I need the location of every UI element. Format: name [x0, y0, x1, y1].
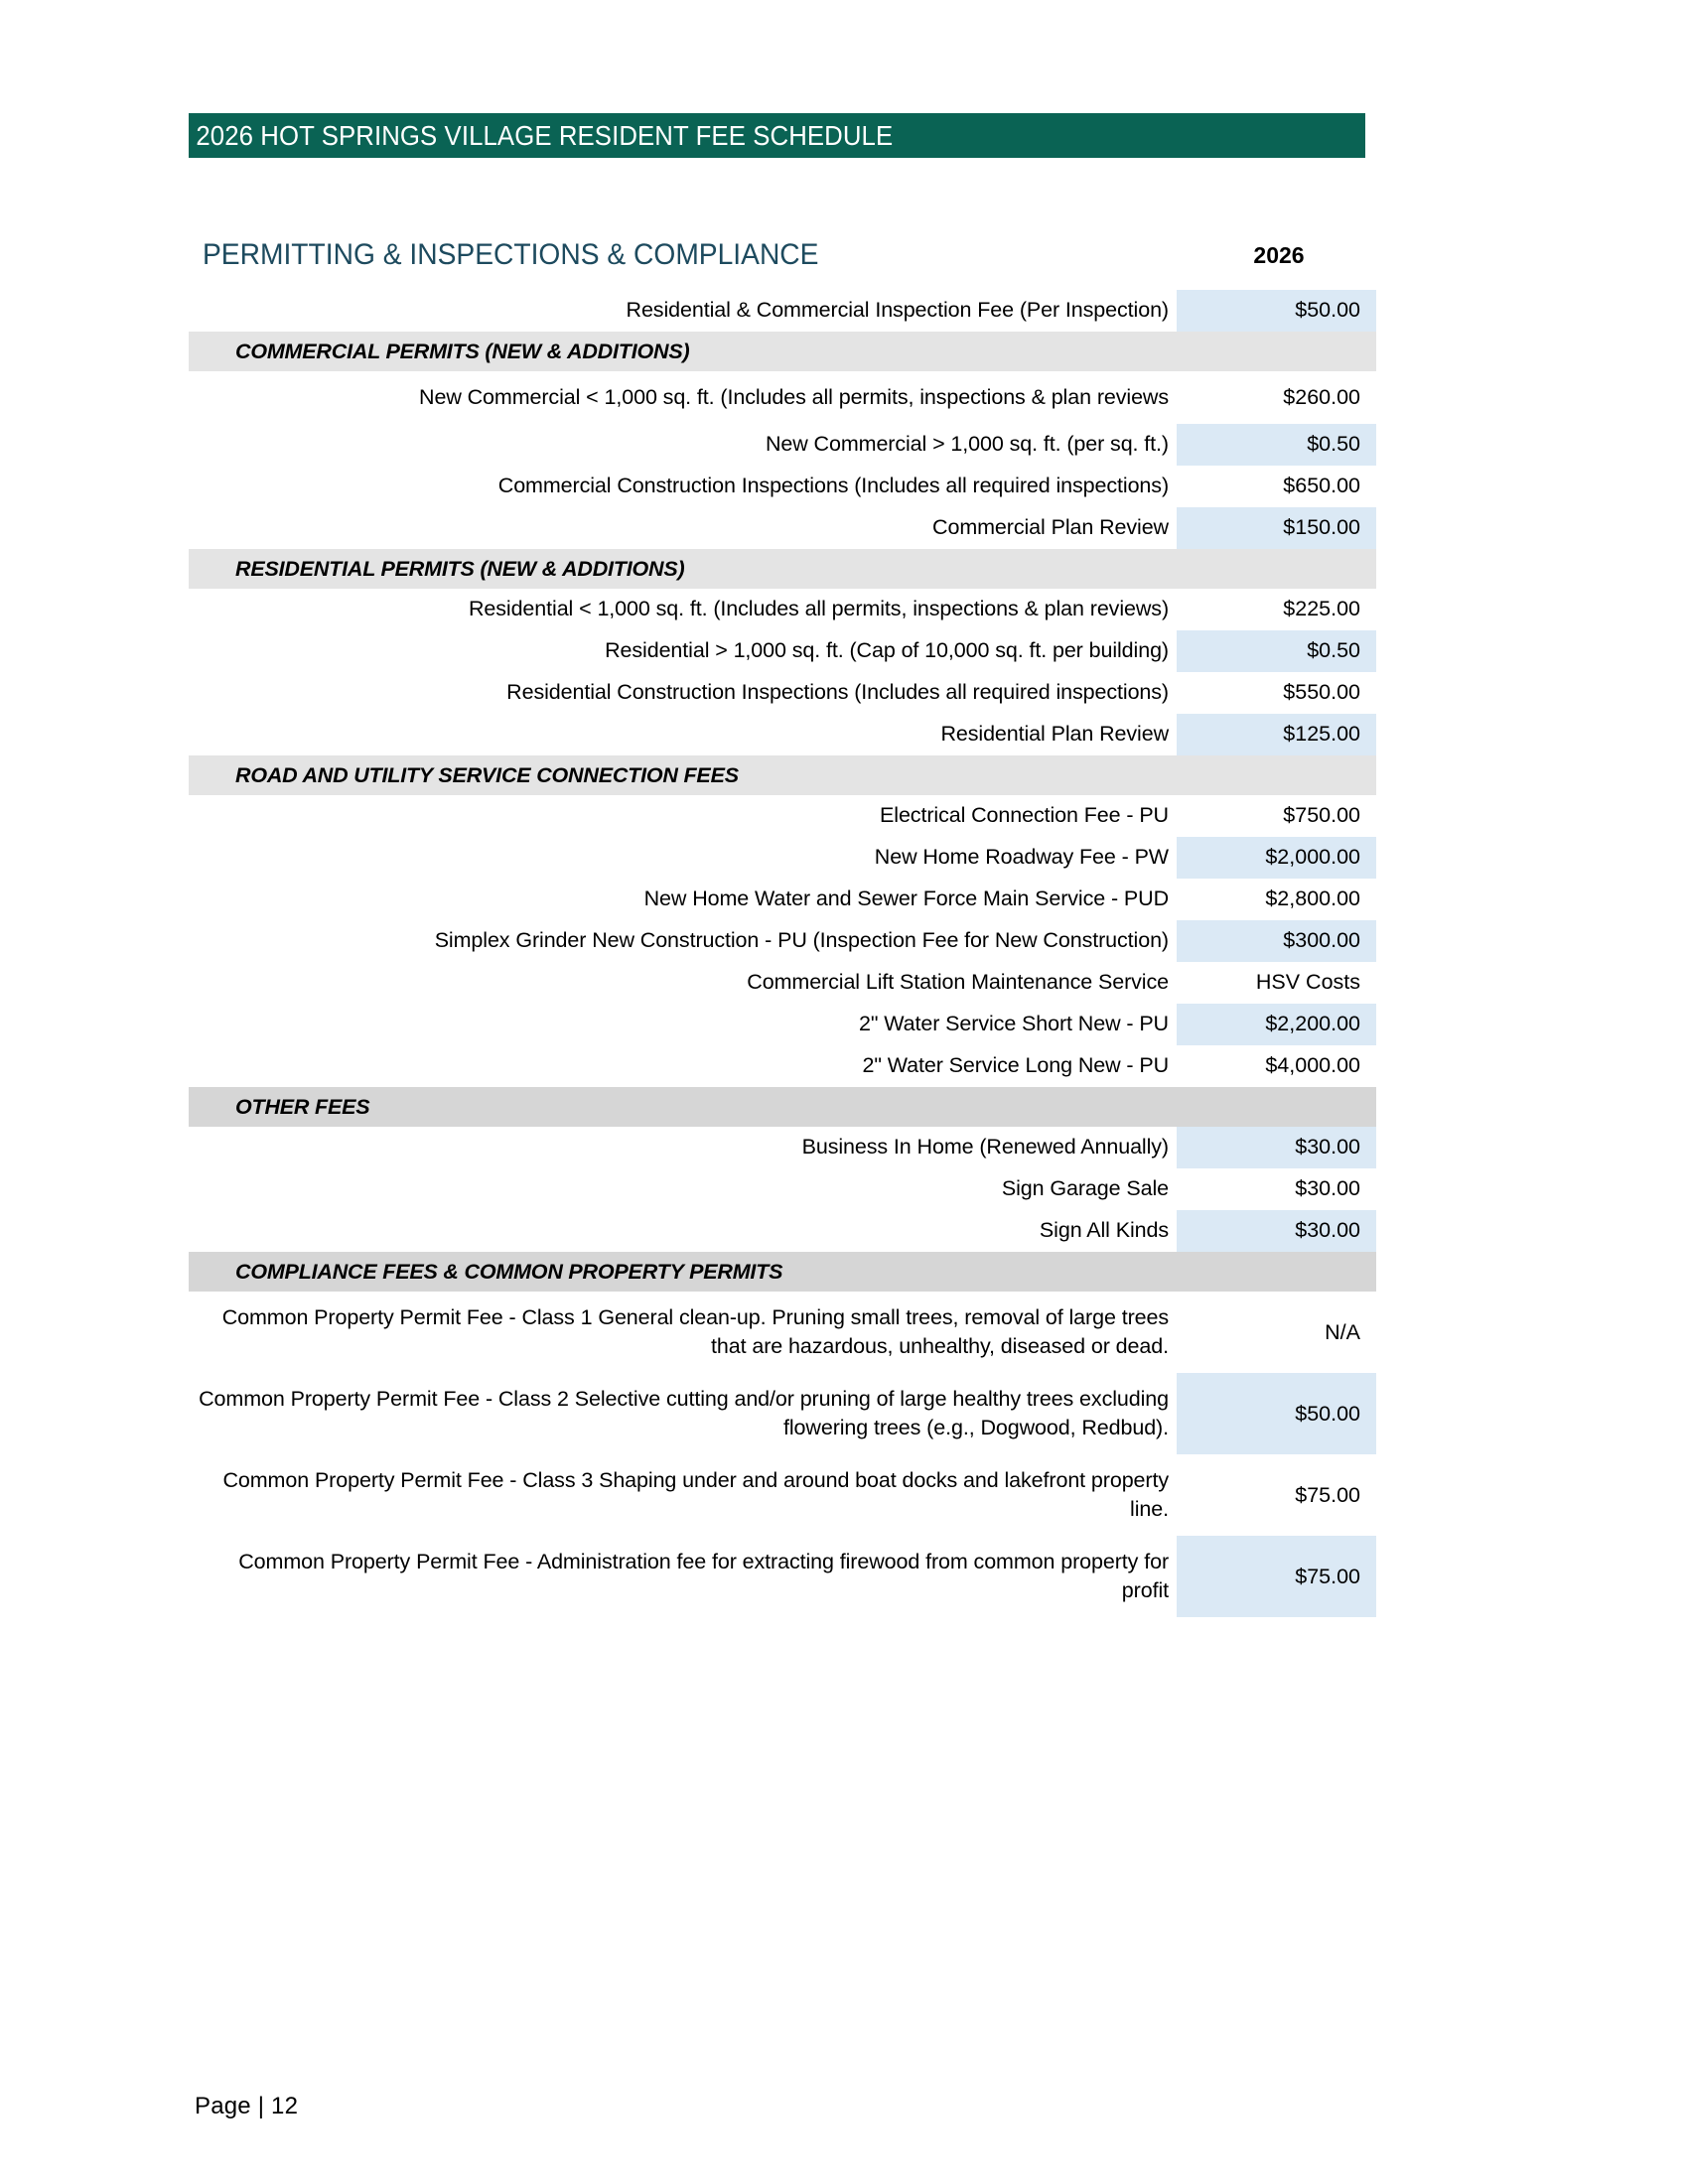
- fee-description: Sign All Kinds: [1039, 1218, 1169, 1242]
- fee-amount: $30.00: [1177, 1168, 1376, 1210]
- year-column-header: 2026: [1253, 242, 1305, 268]
- fee-description: Common Property Permit Fee - Class 1 General clean-up. Pruning small trees, removal of large trees that are hazardous, unhealthy, diseased or dead.: [221, 1305, 1169, 1358]
- section-header-label: COMMERCIAL PERMITS (NEW & ADDITIONS): [189, 332, 1177, 371]
- fee-amount: $225.00: [1177, 589, 1376, 630]
- fee-amount: $2,000.00: [1177, 837, 1376, 879]
- table-row: [189, 290, 1376, 332]
- table-row: [189, 962, 1376, 1004]
- fee-description: Electrical Connection Fee - PU: [880, 803, 1169, 827]
- table-row: [189, 1454, 1376, 1536]
- fee-description: Residential Plan Review: [940, 722, 1169, 746]
- fee-description: Common Property Permit Fee - Class 2 Selective cutting and/or pruning of large healthy trees excluding flowering trees (e.g., Dogwood, Redbud).: [199, 1387, 1169, 1439]
- table-header: [189, 238, 1376, 284]
- fee-amount: $75.00: [1177, 1536, 1376, 1617]
- table-row: [189, 1536, 1376, 1617]
- fee-schedule-table: [189, 290, 1376, 1617]
- fee-description: Commercial Plan Review: [932, 515, 1169, 539]
- table-row: [189, 672, 1376, 714]
- section-header-spacer: [1177, 332, 1376, 371]
- fee-description: Residential < 1,000 sq. ft. (Includes all permits, inspections & plan reviews): [468, 597, 1169, 620]
- section-header-row: [189, 1252, 1376, 1292]
- fee-amount: $2,200.00: [1177, 1004, 1376, 1045]
- page-footer: Page | 12: [195, 2093, 299, 2119]
- fee-amount: $260.00: [1177, 371, 1376, 424]
- fee-description: New Home Water and Sewer Force Main Service - PUD: [643, 887, 1169, 910]
- fee-amount: $550.00: [1177, 672, 1376, 714]
- fee-description: Residential Construction Inspections (Includes all required inspections): [506, 680, 1169, 704]
- fee-description: Commercial Lift Station Maintenance Service: [747, 970, 1169, 994]
- fee-description: Residential > 1,000 sq. ft. (Cap of 10,000 sq. ft. per building): [605, 638, 1169, 662]
- fee-description: New Commercial > 1,000 sq. ft. (per sq. ft.): [765, 432, 1169, 456]
- fee-amount: $50.00: [1177, 290, 1376, 332]
- fee-description: Business In Home (Renewed Annually): [801, 1135, 1169, 1159]
- section-header-label: OTHER FEES: [189, 1087, 1177, 1127]
- table-row: [189, 424, 1376, 466]
- table-row: [189, 1127, 1376, 1168]
- table-row: [189, 714, 1376, 755]
- fee-amount: $75.00: [1177, 1454, 1376, 1536]
- fee-amount: $30.00: [1177, 1210, 1376, 1252]
- fee-amount: $4,000.00: [1177, 1045, 1376, 1087]
- fee-description: 2" Water Service Short New - PU: [859, 1012, 1169, 1035]
- section-header-spacer: [1177, 755, 1376, 795]
- section-header-row: [189, 549, 1376, 589]
- fee-amount: $150.00: [1177, 507, 1376, 549]
- section-header-label: ROAD AND UTILITY SERVICE CONNECTION FEES: [189, 755, 1177, 795]
- fee-description: Residential & Commercial Inspection Fee (Per Inspection): [626, 298, 1169, 322]
- fee-amount: $30.00: [1177, 1127, 1376, 1168]
- table-row: [189, 1292, 1376, 1373]
- fee-description: 2" Water Service Long New - PU: [862, 1053, 1169, 1077]
- table-row: [189, 589, 1376, 630]
- table-row: [189, 1045, 1376, 1087]
- table-row: [189, 507, 1376, 549]
- fee-amount: $0.50: [1177, 424, 1376, 466]
- section-header-spacer: [1177, 1252, 1376, 1292]
- table-row: [189, 795, 1376, 837]
- table-row: [189, 371, 1376, 424]
- section-header-label: COMPLIANCE FEES & COMMON PROPERTY PERMITS: [189, 1252, 1177, 1292]
- document-title: 2026 HOT SPRINGS VILLAGE RESIDENT FEE SCHEDULE: [196, 119, 894, 151]
- fee-amount: $650.00: [1177, 466, 1376, 507]
- section-header-row: [189, 1087, 1376, 1127]
- fee-description: Common Property Permit Fee - Class 3 Shaping under and around boat docks and lakefront property line.: [222, 1468, 1169, 1521]
- section-header-label: RESIDENTIAL PERMITS (NEW & ADDITIONS): [189, 549, 1177, 589]
- fee-amount: $125.00: [1177, 714, 1376, 755]
- section-header-spacer: [1177, 549, 1376, 589]
- fee-description: New Commercial < 1,000 sq. ft. (Includes all permits, inspections & plan reviews: [419, 385, 1169, 409]
- fee-description: Commercial Construction Inspections (Includes all required inspections): [497, 474, 1169, 497]
- fee-description: New Home Roadway Fee - PW: [874, 845, 1169, 869]
- table-row: [189, 1373, 1376, 1454]
- fee-schedule-table-body: [189, 290, 1376, 1617]
- fee-description: Sign Garage Sale: [1001, 1176, 1169, 1200]
- document-title-banner: [189, 113, 1365, 158]
- table-row: [189, 920, 1376, 962]
- fee-description: Simplex Grinder New Construction - PU (Inspection Fee for New Construction): [434, 928, 1169, 952]
- fee-amount: $50.00: [1177, 1373, 1376, 1454]
- table-row: [189, 879, 1376, 920]
- table-row: [189, 466, 1376, 507]
- fee-amount: $2,800.00: [1177, 879, 1376, 920]
- table-row: [189, 1004, 1376, 1045]
- fee-amount: N/A: [1177, 1292, 1376, 1373]
- fee-amount: $750.00: [1177, 795, 1376, 837]
- fee-amount: $0.50: [1177, 630, 1376, 672]
- section-header-row: [189, 332, 1376, 371]
- fee-description: Common Property Permit Fee - Administration fee for extracting firewood from common property for profit: [238, 1550, 1169, 1602]
- table-row: [189, 1168, 1376, 1210]
- section-heading: PERMITTING & INSPECTIONS & COMPLIANCE: [203, 238, 819, 271]
- section-header-spacer: [1177, 1087, 1376, 1127]
- fee-amount: HSV Costs: [1177, 962, 1376, 1004]
- table-row: [189, 1210, 1376, 1252]
- section-header-row: [189, 755, 1376, 795]
- table-row: [189, 837, 1376, 879]
- fee-amount: $300.00: [1177, 920, 1376, 962]
- table-row: [189, 630, 1376, 672]
